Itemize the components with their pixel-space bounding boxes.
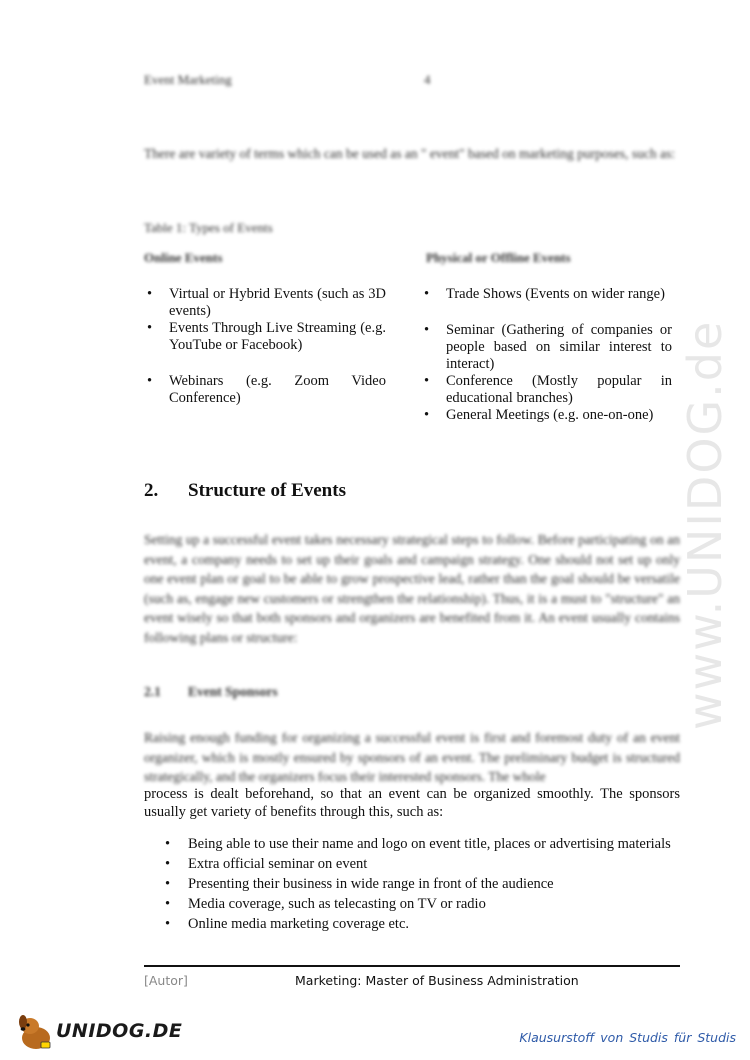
list-item: • Media coverage, such as telecasting on TV or radio	[163, 894, 693, 914]
subsection-title: Event Sponsors	[188, 684, 278, 699]
header-title: Event Marketing	[144, 72, 232, 87]
list-item: • Being able to use their name and logo on event title, places or advertising materials	[163, 834, 693, 854]
offline-events-heading: Physical or Offline Events	[426, 250, 571, 265]
list-item: • Webinars (e.g. Zoom Video Conference)	[144, 373, 386, 407]
online-events-heading: Online Events	[144, 250, 223, 265]
list-item: • Trade Shows (Events on wider range)	[421, 286, 672, 303]
list-item: • Events Through Live Streaming (e.g. YouTube or Facebook)	[144, 320, 386, 354]
logo-text: UNIDOG.DE	[56, 1020, 183, 1042]
section-heading	[144, 480, 346, 502]
offline-events-list	[421, 286, 672, 424]
footer-author: [Autor]	[144, 973, 188, 988]
footer-divider	[144, 965, 680, 967]
dog-icon	[14, 1012, 58, 1052]
list-item: • Online media marketing coverage etc.	[163, 914, 693, 934]
list-item: • Virtual or Hybrid Events (such as 3D events)	[144, 286, 386, 320]
subsection-paragraph: Raising enough funding for organizing a successful event is first and foremost duty of an event organizer, which is mostly ensured by sponsors of an event. The preliminary budget is structured strategically, and the organizers focus their interested sponsors. The whole	[144, 730, 680, 784]
footer-course: Marketing: Master of Business Administration	[295, 973, 579, 988]
subsection-heading	[144, 684, 278, 700]
online-events-list	[144, 286, 386, 407]
section-number: 2.	[144, 480, 159, 501]
list-item: • Seminar (Gathering of companies or people based on similar interest to interact)	[421, 322, 672, 373]
watermark: www.UNIDOG.de	[678, 319, 732, 730]
unidog-logo[interactable]	[14, 1012, 183, 1052]
list-item: • Presenting their business in wide range in front of the audience	[163, 874, 693, 894]
benefits-lead-text: process is dealt beforehand, so that an event can be organized smoothly. The sponsors usually get variety of benefits through this, such as:	[144, 786, 680, 820]
subsection-number: 2.1	[144, 684, 161, 699]
list-item: • Conference (Mostly popular in educational branches)	[421, 373, 672, 407]
list-item: • General Meetings (e.g. one-on-one)	[421, 407, 672, 424]
benefits-list	[163, 834, 693, 934]
intro-paragraph: There are variety of terms which can be used as an " event" based on marketing purposes, such as:	[144, 146, 675, 161]
list-item: • Extra official seminar on event	[163, 854, 693, 874]
running-header	[144, 72, 444, 88]
section-paragraph: Setting up a successful event takes necessary strategical steps to follow. Before participating on an event, a company needs to set up their goals and campaign strategy. One should not set up only one event plan or goal to be able to grow prospective lead, rather than the goal should be versatile (such as, engage new customers or strengthen the relationship). Thus, it is a must to "structure" an event wisely so that both sponsors and organizers are benefited from it. An event usually contains following plans or structure:	[144, 532, 680, 645]
tagline: Klausurstoff von Studis für Studis	[519, 1030, 736, 1045]
section-title: Structure of Events	[188, 480, 346, 501]
page-number: 4	[424, 72, 431, 87]
table-caption: Table 1: Types of Events	[144, 220, 273, 235]
